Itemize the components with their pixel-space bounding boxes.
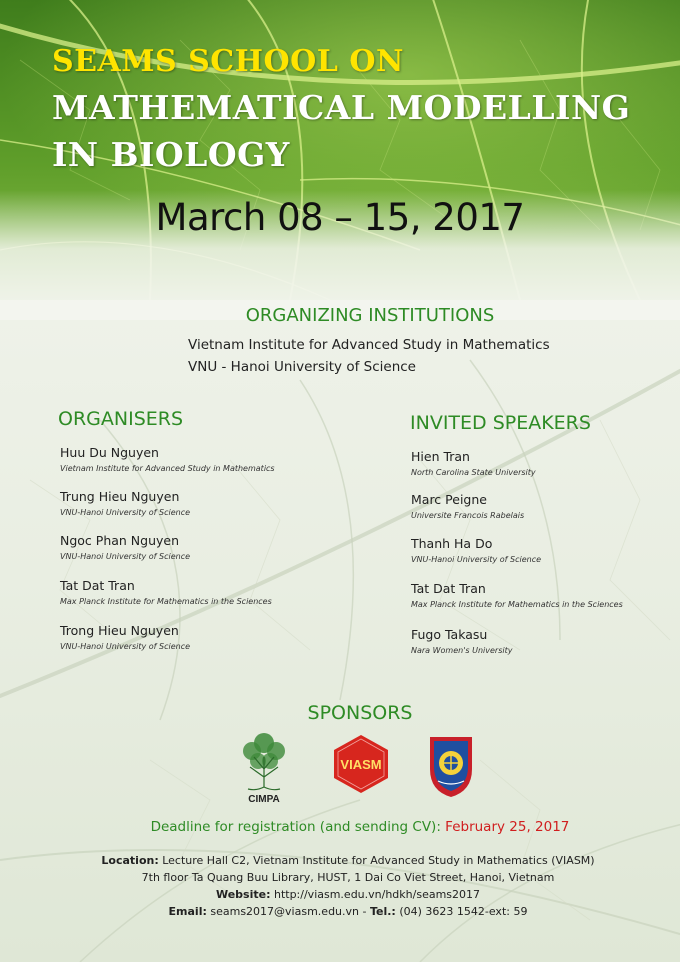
speaker-entry xyxy=(411,492,524,520)
organisers-heading: ORGANISERS xyxy=(58,408,184,430)
speaker-affiliation: North Carolina State University xyxy=(411,468,536,477)
email-link[interactable]: seams2017@viasm.edu.vn - xyxy=(206,905,370,918)
viasm-logo-text: VIASM xyxy=(340,757,382,772)
speaker-affiliation: Max Planck Institute for Mathematics in the Sciences xyxy=(411,600,623,609)
speaker-affiliation: Nara Women's University xyxy=(411,646,513,655)
organiser-entry xyxy=(60,533,190,561)
location-text-1: Lecture Hall C2, Vietnam Institute for Advanced Study in Mathematics (VIASM) xyxy=(158,854,595,867)
organiser-affiliation: VNU-Hanoi University of Science xyxy=(60,508,191,517)
sponsors-heading: SPONSORS xyxy=(307,702,413,724)
organiser-affiliation: Max Planck Institute for Mathematics in the Sciences xyxy=(60,597,272,606)
viasm-hexagon-logo xyxy=(331,733,391,795)
tel-label: Tel.: xyxy=(369,905,396,918)
email-label: Email: xyxy=(168,905,207,918)
institution-item: VNU - Hanoi University of Science xyxy=(188,359,416,375)
deadline-label: Deadline for registration (and sending CV): xyxy=(150,819,446,835)
organiser-name: Trung Hieu Nguyen xyxy=(60,489,180,504)
location-line-2: 7th floor Ta Quang Buu Library, HUST, 1 Dai Co Viet Street, Hanoi, Vietnam xyxy=(141,871,555,884)
registration-deadline xyxy=(0,819,680,835)
organiser-entry xyxy=(60,578,272,606)
organiser-entry xyxy=(60,445,275,473)
title-line-1: SEAMS SCHOOL ON xyxy=(52,44,404,79)
organiser-affiliation: VNU-Hanoi University of Science xyxy=(60,552,191,561)
website-label: Website: xyxy=(215,888,271,901)
location-line-1 xyxy=(8,854,680,867)
speaker-entry xyxy=(411,627,512,655)
event-dates: March 08 – 15, 2017 xyxy=(155,196,525,239)
invited-speakers-heading: INVITED SPEAKERS xyxy=(410,412,591,434)
speaker-name: Hien Tran xyxy=(411,449,470,464)
speaker-name: Tat Dat Tran xyxy=(411,581,486,596)
title-line-2: MATHEMATICAL MODELLING xyxy=(52,88,631,127)
speaker-affiliation: VNU-Hanoi University of Science xyxy=(411,555,542,564)
speaker-affiliation: Universite Francois Rabelais xyxy=(411,511,525,520)
tel-number: (04) 3623 1542-ext: 59 xyxy=(395,905,528,918)
cimpa-logo-text: CIMPA xyxy=(248,794,280,805)
organiser-entry xyxy=(60,623,190,651)
organiser-name: Ngoc Phan Nguyen xyxy=(60,533,180,548)
email-line xyxy=(8,905,680,918)
deadline-date: February 25, 2017 xyxy=(445,819,570,835)
cimpa-tree-logo xyxy=(236,727,292,805)
speaker-name: Marc Peigne xyxy=(411,492,487,507)
organiser-entry xyxy=(60,489,190,517)
organiser-name: Huu Du Nguyen xyxy=(60,445,159,460)
website-link[interactable]: http://viasm.edu.vn/hdkh/seams2017 xyxy=(270,888,481,901)
speaker-name: Fugo Takasu xyxy=(411,627,488,642)
organiser-name: Trong Hieu Nguyen xyxy=(60,623,179,638)
organiser-affiliation: Vietnam Institute for Advanced Study in Mathematics xyxy=(60,464,275,473)
speaker-entry xyxy=(411,449,536,477)
institution-item: Vietnam Institute for Advanced Study in Mathematics xyxy=(188,337,550,353)
speaker-entry xyxy=(411,536,541,564)
speaker-entry xyxy=(411,581,623,609)
organiser-name: Tat Dat Tran xyxy=(60,578,135,593)
website-line xyxy=(8,888,680,901)
speaker-name: Thanh Ha Do xyxy=(411,536,493,551)
location-label: Location: xyxy=(101,854,159,867)
university-crest-logo xyxy=(428,735,474,799)
title-line-3: IN BIOLOGY xyxy=(52,135,290,174)
organiser-affiliation: VNU-Hanoi University of Science xyxy=(60,642,191,651)
organizing-institutions-heading: ORGANIZING INSTITUTIONS xyxy=(245,305,495,326)
